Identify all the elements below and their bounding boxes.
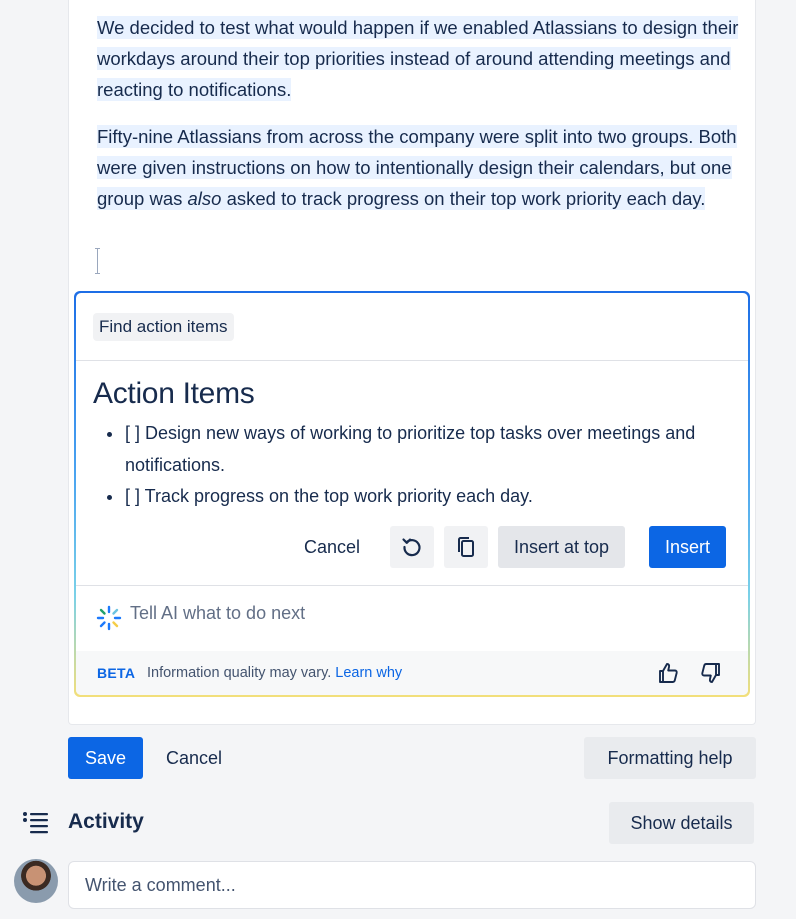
insert-button[interactable]: Insert (649, 526, 726, 568)
paragraph-2-italic: also (187, 188, 222, 209)
ai-prompt-chip[interactable]: Find action items (93, 313, 234, 341)
comment-input[interactable]: Write a comment... (68, 861, 756, 909)
copy-icon (454, 535, 478, 559)
avatar (14, 859, 58, 903)
thumbs-up-icon[interactable] (656, 661, 680, 685)
panel-divider (76, 585, 748, 586)
activity-list-icon (22, 810, 50, 834)
thumbs-down-icon[interactable] (699, 661, 723, 685)
activity-heading: Activity (68, 810, 144, 833)
ai-next-input[interactable]: Tell AI what to do next (130, 603, 306, 623)
paragraph-2-text-a: Fifty-nine Atlassians from across the company were split into two groups. Both were given instructions on how to intentionally design their calendars, but one group was (97, 126, 737, 209)
text-cursor (97, 248, 98, 274)
beta-note-text: Information quality may vary. (147, 665, 332, 681)
retry-icon (400, 535, 424, 559)
formatting-help-button[interactable]: Formatting help (584, 737, 756, 779)
paragraph-2-text-b: asked to track progress on their top work priority each day. (221, 188, 706, 209)
result-title: Action Items (93, 377, 255, 410)
beta-bar (76, 651, 748, 695)
beta-badge: BETA (97, 665, 136, 681)
paragraph-2[interactable] (97, 121, 747, 214)
learn-why-link[interactable]: Learn why (335, 665, 403, 681)
retry-button[interactable] (390, 526, 434, 568)
panel-divider (76, 360, 748, 361)
insert-at-top-button[interactable]: Insert at top (498, 526, 625, 568)
cancel-button[interactable]: Cancel (166, 748, 223, 768)
show-details-button[interactable]: Show details (609, 802, 754, 844)
ai-next-input-row[interactable] (76, 587, 748, 649)
copy-button[interactable] (444, 526, 488, 568)
action-items-list (104, 418, 744, 513)
ai-sparkle-icon (96, 605, 122, 631)
ai-assistant-panel (74, 291, 750, 697)
ai-cancel-button[interactable]: Cancel (304, 537, 361, 557)
list-item: • [ ] Design new ways of working to prioritize top tasks over meetings and notifications. (124, 418, 744, 481)
paragraph-1-text: We decided to test what would happen if we enabled Atlassians to design their workdays around their top priorities instead of around attending meetings and reacting to notifications. (97, 17, 739, 100)
list-item: • [ ] Track progress on the top work priority each day. (124, 481, 744, 513)
paragraph-1[interactable] (97, 12, 747, 105)
beta-note (147, 665, 402, 681)
save-button[interactable]: Save (68, 737, 143, 779)
